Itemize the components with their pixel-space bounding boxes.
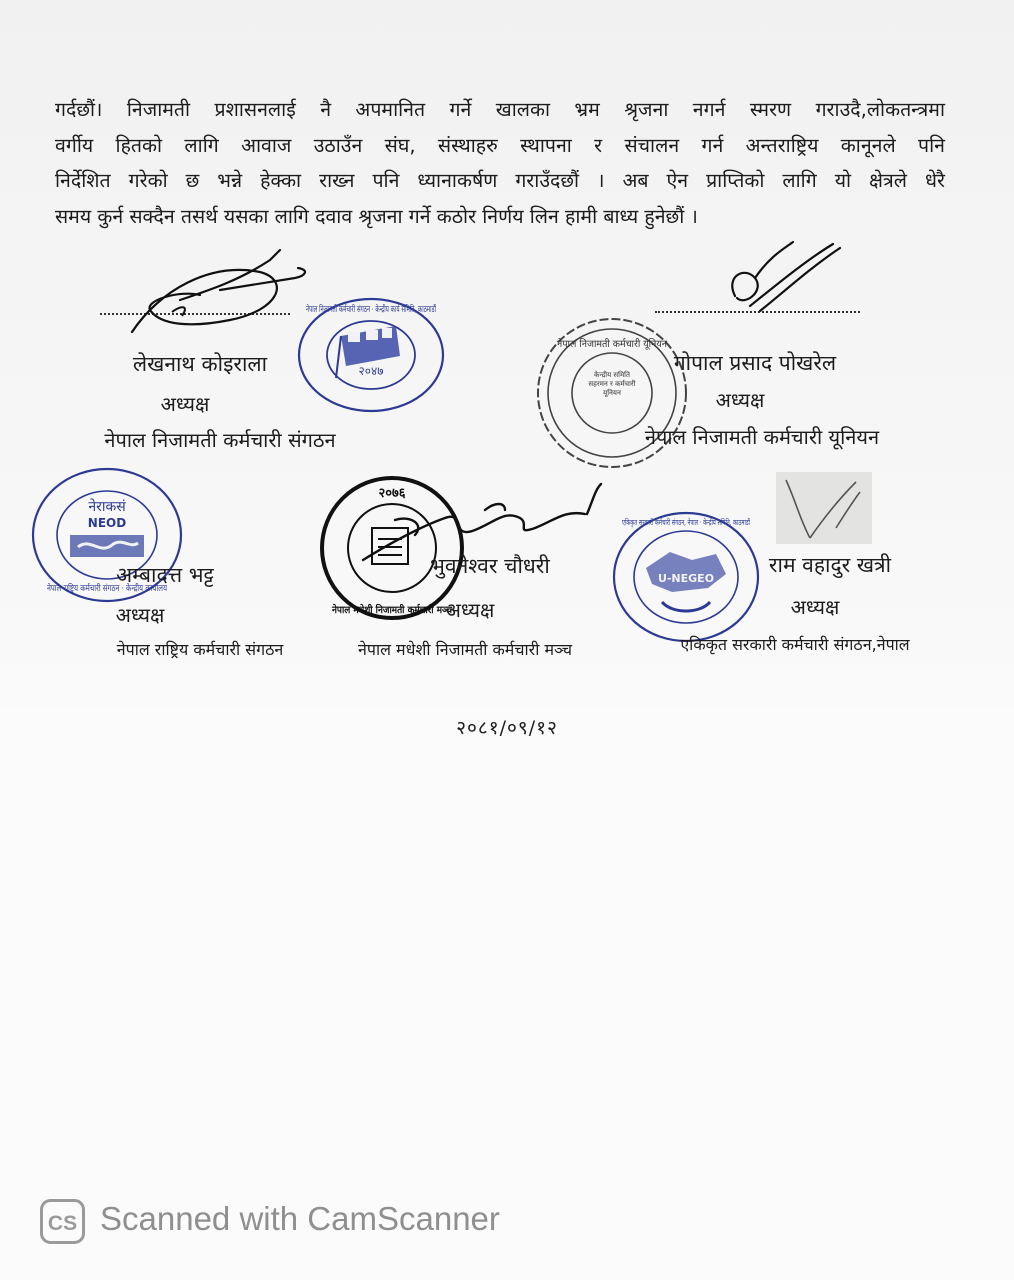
paragraph-line: गर्दछौं। निजामती प्रशासनलाई नै अपमानित गर्ने खालका भ्रम श्रृजना नगर्न स्मरण गराउदै,लोकतन्त्रमा: [55, 98, 945, 121]
paragraph-line: निर्देशित गरेको छ भन्ने हेक्का राख्न पनि ध्यानाकर्षण गराउँदछौं । अब ऐन प्राप्तिको लागि यो क्षेत्रले धेरै: [55, 169, 945, 192]
seal-center-text: केन्द्रीय समिति सहरमन र कर्मचारी यूनियन: [588, 371, 636, 397]
paragraph-line: वर्गीय हितको लागि आवाज उठाउँन संघ, संस्थाहरु स्थापना र संचालन गर्न अन्तराष्ट्रिय कानूनले पनि: [55, 133, 945, 157]
signatory-title: अध्यक्ष: [160, 392, 210, 416]
seal-ncso: [296, 296, 518, 414]
signatory-title: अध्यक्ष: [115, 603, 165, 627]
signatory-org: नेपाल मधेशी निजामती कर्मचारी मञ्च: [358, 640, 572, 659]
paragraph-line: समय कुर्न सक्दैन तसर्थ यसका लागि दवाव श्रृजना गर्ने कठोर निर्णय लिन हामी बाध्य हुनेछौं ।: [55, 204, 698, 228]
signature-lekhnath: [120, 240, 320, 345]
signatory-title: अध्यक्ष: [445, 598, 495, 622]
signatory-title: अध्यक्ष: [715, 388, 765, 412]
seal-year: २०४७: [358, 364, 384, 378]
signatory-org: नेपाल निजामती कर्मचारी यूनियन: [644, 425, 880, 449]
body-paragraph: [55, 92, 945, 234]
signatory-org: एकिकृत सरकारी कर्मचारी संगठन,नेपाल: [680, 635, 910, 654]
signatory-name: अम्बादत्त भट्ट: [116, 563, 214, 587]
seal-ring-text: एकिकृत सरकारी कर्मचारी संगठन, नेपाल · केन्द्रीय समिति, काठमाडौं: [622, 518, 820, 527]
camscanner-logo-icon: [40, 1199, 85, 1244]
signatory-org: नेपाल निजामती कर्मचारी संगठन: [104, 428, 336, 452]
signatory-name: लेखनाथ कोइराला: [132, 352, 268, 376]
watermark-text: Scanned with CamScanner: [100, 1200, 500, 1237]
signature-thumb-image: [776, 472, 872, 544]
svg-text:CS: CS: [47, 1212, 78, 1235]
signatory-name: राम वहादुर खत्री: [768, 553, 892, 577]
seal-ring-text: नेपाल निजामती कर्मचारी यूनियन: [557, 339, 675, 350]
seal-top-text: नेराकसं: [88, 499, 126, 515]
signatory-org: नेपाल राष्ट्रिय कर्मचारी संगठन: [116, 640, 284, 659]
signatory-name: भुवनेश्वर चौधरी: [430, 554, 550, 578]
signatory-name: गोपाल प्रसाद पोखरेल: [673, 351, 837, 375]
seal-abbr: NEOD: [87, 516, 127, 530]
signature-gopal: [715, 236, 845, 326]
seal-year: २०७६: [378, 486, 406, 501]
seal-ring-text: नेपाल मधेशी निजामती कर्मचारी मञ्च: [332, 605, 467, 616]
seal-ring-text: नेपाल निजामती कर्मचारी संगठन · केन्द्रीय कार्य समिति, काठमाडौं: [306, 305, 518, 315]
seal-abbr: U-NEGEO: [657, 572, 715, 585]
signatory-title: अध्यक्ष: [790, 595, 840, 619]
seal-ring-text: नेपाल राष्ट्रिय कर्मचारी संगठन · केन्द्रीय कार्यालय: [47, 584, 203, 594]
document-date: २०८१/०९/१२: [456, 717, 558, 739]
